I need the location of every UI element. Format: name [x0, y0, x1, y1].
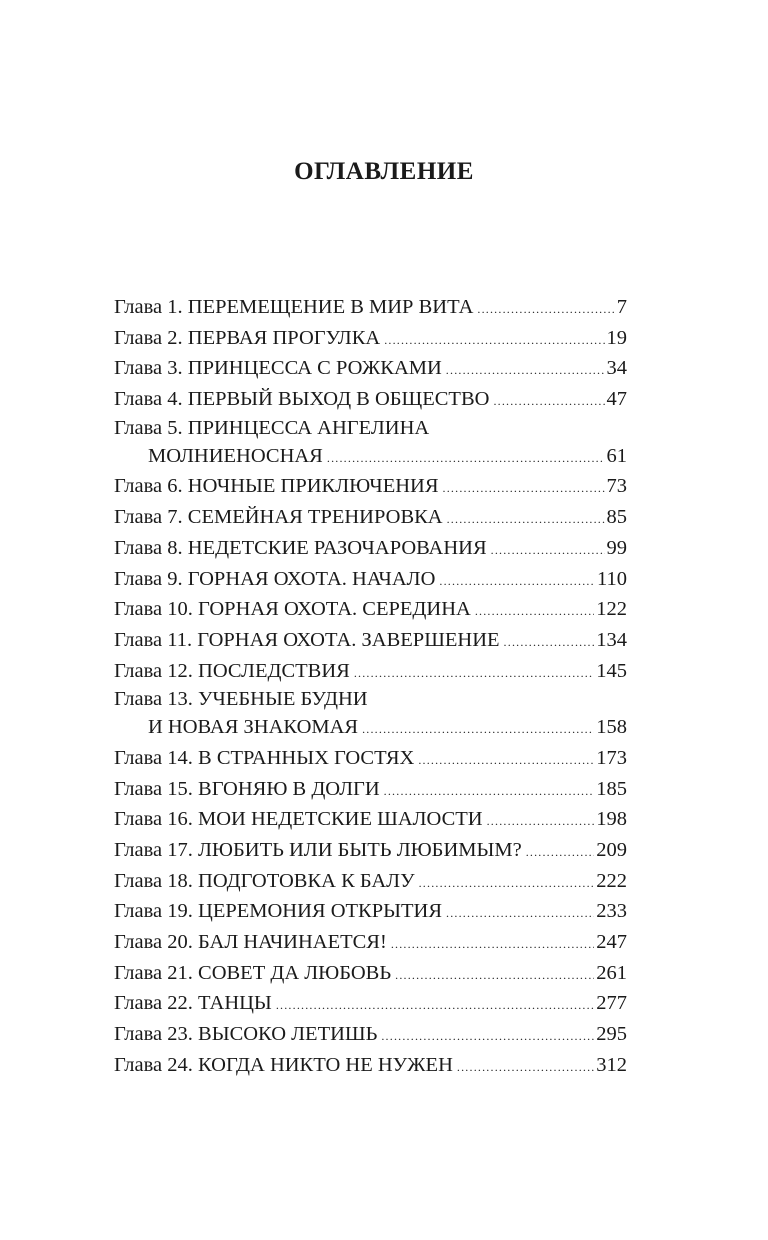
toc-entry-label: Глава 14. В СТРАННЫХ ГОСТЯХ	[114, 746, 415, 769]
dot-leader	[487, 806, 595, 837]
toc-entry-1[interactable]	[114, 292, 627, 323]
toc-entry-label: Глава 20. БАЛ НАЧИНАЕТСЯ!	[114, 931, 387, 954]
toc-entry-page: 61	[606, 444, 627, 467]
toc-entry-label-continued: И НОВАЯ ЗНАКОМАЯ	[148, 716, 359, 739]
toc-entry-page: 145	[596, 659, 627, 682]
toc-entry-page: 158	[596, 716, 627, 739]
toc-entry-11[interactable]	[114, 625, 627, 656]
dot-leader	[276, 990, 594, 1021]
toc-entry-14[interactable]	[114, 743, 627, 774]
toc-entry-label: Глава 19. ЦЕРЕМОНИЯ ОТКРЫТИЯ	[114, 900, 442, 923]
toc-entry-page: 73	[606, 475, 627, 498]
toc-entry-page: 261	[596, 961, 627, 984]
toc-entry-7[interactable]	[114, 502, 627, 533]
table-of-contents	[114, 292, 627, 1081]
toc-entry-label: Глава 3. ПРИНЦЕССА С РОЖКАМИ	[114, 357, 442, 380]
toc-entry-page: 19	[606, 326, 627, 349]
toc-entry-page: 122	[596, 598, 627, 621]
dot-leader	[362, 714, 594, 745]
toc-entry-label: Глава 9. ГОРНАЯ ОХОТА. НАЧАЛО	[114, 567, 436, 590]
toc-entry-label: Глава 11. ГОРНАЯ ОХОТА. ЗАВЕРШЕНИЕ	[114, 628, 500, 651]
toc-entry-19[interactable]	[114, 896, 627, 927]
toc-entry-3[interactable]	[114, 353, 627, 384]
dot-leader	[526, 837, 595, 868]
toc-entry-13[interactable]	[114, 686, 627, 743]
toc-entry-label: Глава 2. ПЕРВАЯ ПРОГУЛКА	[114, 326, 381, 349]
toc-entry-label: Глава 23. ВЫСОКО ЛЕТИШЬ	[114, 1023, 378, 1046]
dot-leader	[443, 473, 605, 504]
toc-entry-label: Глава 12. ПОСЛЕДСТВИЯ	[114, 659, 350, 682]
toc-entry-4[interactable]	[114, 384, 627, 415]
dot-leader	[475, 596, 594, 627]
toc-entry-page: 99	[606, 536, 627, 559]
toc-entry-label: Глава 22. ТАНЦЫ	[114, 992, 272, 1015]
toc-entry-label: Глава 7. СЕМЕЙНАЯ ТРЕНИРОВКА	[114, 506, 443, 529]
toc-entry-page: 247	[596, 931, 627, 954]
page-title: ОГЛАВЛЕНИЕ	[294, 158, 474, 185]
dot-leader	[493, 386, 604, 417]
toc-entry-23[interactable]	[114, 1019, 627, 1050]
toc-entry-page: 277	[596, 992, 627, 1015]
toc-entry-label: Глава 4. ПЕРВЫЙ ВЫХОД В ОБЩЕСТВО	[114, 388, 490, 411]
dot-leader	[446, 898, 594, 929]
toc-entry-label: Глава 21. СОВЕТ ДА ЛЮБОВЬ	[114, 961, 392, 984]
toc-entry-page: 295	[596, 1023, 627, 1046]
dot-leader	[491, 535, 605, 566]
dot-leader	[419, 868, 595, 899]
toc-entry-18[interactable]	[114, 866, 627, 897]
toc-entry-page: 134	[596, 628, 627, 651]
toc-entry-22[interactable]	[114, 988, 627, 1019]
toc-entry-page: 85	[606, 506, 627, 529]
toc-entry-12[interactable]	[114, 656, 627, 687]
dot-leader	[447, 504, 605, 535]
toc-entry-page: 222	[596, 869, 627, 892]
toc-entry-label: Глава 13. УЧЕБНЫЕ БУДНИ	[114, 688, 368, 711]
toc-entry-16[interactable]	[114, 804, 627, 835]
toc-entry-page: 312	[596, 1053, 627, 1076]
toc-entry-label: Глава 6. НОЧНЫЕ ПРИКЛЮЧЕНИЯ	[114, 475, 439, 498]
toc-entry-page: 34	[606, 357, 627, 380]
toc-entry-21[interactable]	[114, 958, 627, 989]
dot-leader	[457, 1052, 594, 1083]
toc-entry-label: Глава 17. ЛЮБИТЬ ИЛИ БЫТЬ ЛЮБИМЫМ?	[114, 839, 522, 861]
dot-leader	[439, 566, 595, 597]
toc-entry-label-continued: МОЛНИЕНОСНАЯ	[148, 444, 323, 467]
toc-entry-label: Глава 24. КОГДА НИКТО НЕ НУЖЕН	[114, 1053, 453, 1076]
toc-entry-label: Глава 8. НЕДЕТСКИЕ РАЗОЧАРОВАНИЯ	[114, 536, 487, 559]
toc-entry-10[interactable]	[114, 594, 627, 625]
toc-entry-label: Глава 1. ПЕРЕМЕЩЕНИЕ В МИР ВИТА	[114, 296, 474, 318]
dot-leader	[391, 929, 594, 960]
toc-entry-page: 198	[596, 808, 627, 831]
dot-leader	[384, 776, 595, 807]
toc-entry-page: 185	[596, 777, 627, 800]
dot-leader	[477, 294, 614, 325]
dot-leader	[381, 1021, 594, 1052]
toc-entry-24[interactable]	[114, 1050, 627, 1081]
toc-entry-17[interactable]	[114, 835, 627, 866]
dot-leader	[395, 960, 594, 991]
toc-entry-label: Глава 16. МОИ НЕДЕТСКИЕ ШАЛОСТИ	[114, 808, 483, 831]
toc-entry-2[interactable]	[114, 323, 627, 354]
toc-entry-page: 173	[596, 746, 627, 769]
toc-entry-label: Глава 15. ВГОНЯЮ В ДОЛГИ	[114, 777, 380, 800]
toc-entry-6[interactable]	[114, 471, 627, 502]
toc-entry-9[interactable]	[114, 564, 627, 595]
toc-entry-page: 209	[596, 839, 627, 861]
dot-leader	[418, 745, 594, 776]
toc-entry-page: 233	[596, 900, 627, 923]
toc-entry-5[interactable]	[114, 415, 627, 472]
dot-leader	[327, 443, 605, 474]
toc-entry-20[interactable]	[114, 927, 627, 958]
toc-entry-page: 110	[597, 567, 627, 590]
toc-entry-label: Глава 18. ПОДГОТОВКА К БАЛУ	[114, 869, 415, 892]
toc-entry-label: Глава 10. ГОРНАЯ ОХОТА. СЕРЕДИНА	[114, 598, 471, 621]
dot-leader	[504, 627, 595, 658]
toc-entry-label: Глава 5. ПРИНЦЕССА АНГЕЛИНА	[114, 416, 430, 439]
toc-entry-15[interactable]	[114, 774, 627, 805]
dot-leader	[446, 355, 605, 386]
dot-leader	[354, 658, 594, 689]
toc-entry-8[interactable]	[114, 533, 627, 564]
dot-leader	[384, 325, 604, 356]
toc-entry-page: 7	[616, 296, 627, 318]
toc-entry-page: 47	[606, 388, 627, 411]
